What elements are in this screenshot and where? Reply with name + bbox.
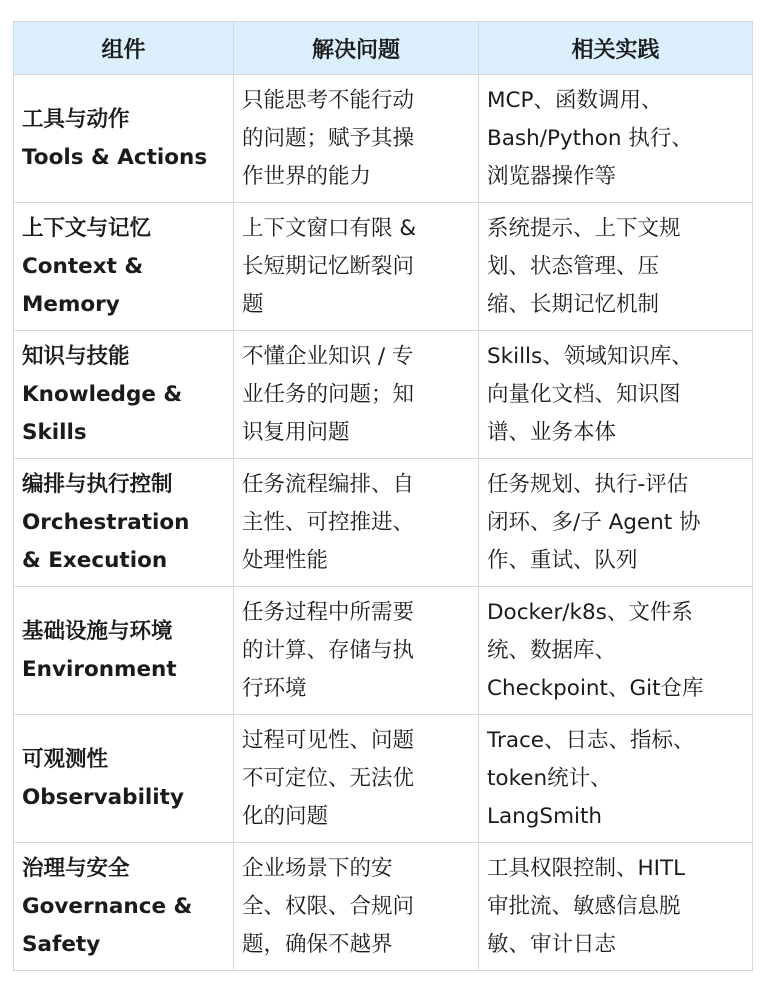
practice-line: Trace、日志、指标、 (487, 727, 695, 753)
practice-line: 浏览器操作等 (487, 163, 617, 189)
table-row (14, 459, 753, 587)
practice-line: 谱、业务本体 (487, 419, 617, 445)
practice-line: token统计、 (487, 765, 612, 791)
practice-cell (479, 715, 753, 843)
practice-line: 敏、审计日志 (487, 931, 617, 957)
table-header (14, 22, 753, 75)
component-cell (14, 203, 234, 331)
component-name-en: Environment (22, 656, 177, 682)
table-body (14, 75, 753, 971)
practice-cell (479, 75, 753, 203)
problem-line: 任务过程中所需要 (242, 599, 415, 625)
problem-line: 题，确保不越界 (242, 931, 393, 957)
problem-line: 企业场景下的安 (242, 855, 393, 881)
problem-cell (234, 843, 479, 971)
problem-line: 业任务的问题；知 (242, 381, 415, 407)
practice-cell (479, 459, 753, 587)
table-row (14, 75, 753, 203)
practice-line: Checkpoint、Git仓库 (487, 675, 704, 701)
problem-line: 任务流程编排、自 (242, 471, 415, 497)
problem-line: 不懂企业知识 / 专 (242, 343, 414, 369)
table-row (14, 843, 753, 971)
practice-line: LangSmith (487, 803, 603, 829)
problem-cell (234, 203, 479, 331)
component-name-en: Safety (22, 931, 101, 957)
practice-line: 划、状态管理、压 (487, 253, 660, 279)
problem-line: 主性、可控推进、 (242, 509, 415, 535)
practice-line: 闭环、多/子 Agent 协 (487, 509, 701, 535)
problem-line: 不可定位、无法优 (242, 765, 415, 791)
practice-line: 工具权限控制、HITL (487, 855, 686, 881)
component-name-zh: 上下文与记忆 (22, 215, 152, 241)
component-name-en: Memory (22, 291, 120, 317)
practice-line: Skills、领域知识库、 (487, 343, 693, 369)
component-name-en: Context & (22, 253, 144, 279)
component-name-en: Knowledge & (22, 381, 183, 407)
problem-line: 题 (242, 291, 264, 317)
problem-line: 只能思考不能行动 (242, 87, 415, 113)
problem-line: 行环境 (242, 675, 307, 701)
component-cell (14, 75, 234, 203)
table-row (14, 587, 753, 715)
problem-line: 作世界的能力 (242, 163, 372, 189)
problem-cell (234, 459, 479, 587)
component-name-zh: 编排与执行控制 (22, 471, 173, 497)
table-row (14, 331, 753, 459)
practice-line: 任务规划、执行-评估 (487, 471, 689, 497)
component-cell (14, 843, 234, 971)
component-name-zh: 可观测性 (22, 746, 109, 772)
problem-cell (234, 587, 479, 715)
component-name-en: Orchestration (22, 509, 190, 535)
component-name-en: Observability (22, 784, 184, 810)
problem-line: 过程可见性、问题 (242, 727, 415, 753)
problem-cell (234, 331, 479, 459)
problem-line: 识复用问题 (242, 419, 350, 445)
practice-line: MCP、函数调用、 (487, 87, 663, 113)
component-cell (14, 715, 234, 843)
header-practice: 相关实践 (479, 22, 753, 75)
table-row (14, 715, 753, 843)
component-name-zh: 知识与技能 (22, 343, 130, 369)
practice-line: 审批流、敏感信息脱 (487, 893, 681, 919)
problem-line: 处理性能 (242, 547, 329, 573)
practice-line: Bash/Python 执行、 (487, 125, 693, 151)
problem-line: 长短期记忆断裂问 (242, 253, 415, 279)
practice-line: 系统提示、上下文规 (487, 215, 681, 241)
problem-line: 的计算、存储与执 (242, 637, 415, 663)
component-cell (14, 459, 234, 587)
components-table (13, 21, 753, 971)
problem-line: 全、权限、合规问 (242, 893, 415, 919)
component-name-en: Tools & Actions (22, 144, 208, 170)
component-cell (14, 331, 234, 459)
problem-cell (234, 715, 479, 843)
header-problem: 解决问题 (234, 22, 479, 75)
component-name-en: & Execution (22, 547, 168, 573)
header-row (14, 22, 753, 75)
practice-line: 统、数据库、 (487, 637, 617, 663)
component-name-en: Governance & (22, 893, 193, 919)
table-row (14, 203, 753, 331)
component-name-zh: 基础设施与环境 (22, 618, 173, 644)
problem-line: 上下文窗口有限 & (242, 215, 417, 241)
problem-cell (234, 75, 479, 203)
component-name-zh: 治理与安全 (22, 855, 130, 881)
problem-line: 的问题；赋予其操 (242, 125, 415, 151)
practice-cell (479, 843, 753, 971)
practice-cell (479, 587, 753, 715)
component-name-zh: 工具与动作 (22, 106, 130, 132)
component-cell (14, 587, 234, 715)
component-name-en: Skills (22, 419, 87, 445)
practice-cell (479, 203, 753, 331)
practice-cell (479, 331, 753, 459)
problem-line: 化的问题 (242, 803, 329, 829)
practice-line: 缩、长期记忆机制 (487, 291, 660, 317)
practice-line: 向量化文档、知识图 (487, 381, 681, 407)
practice-line: Docker/k8s、文件系 (487, 599, 693, 625)
header-component: 组件 (14, 22, 234, 75)
practice-line: 作、重试、队列 (487, 547, 638, 573)
